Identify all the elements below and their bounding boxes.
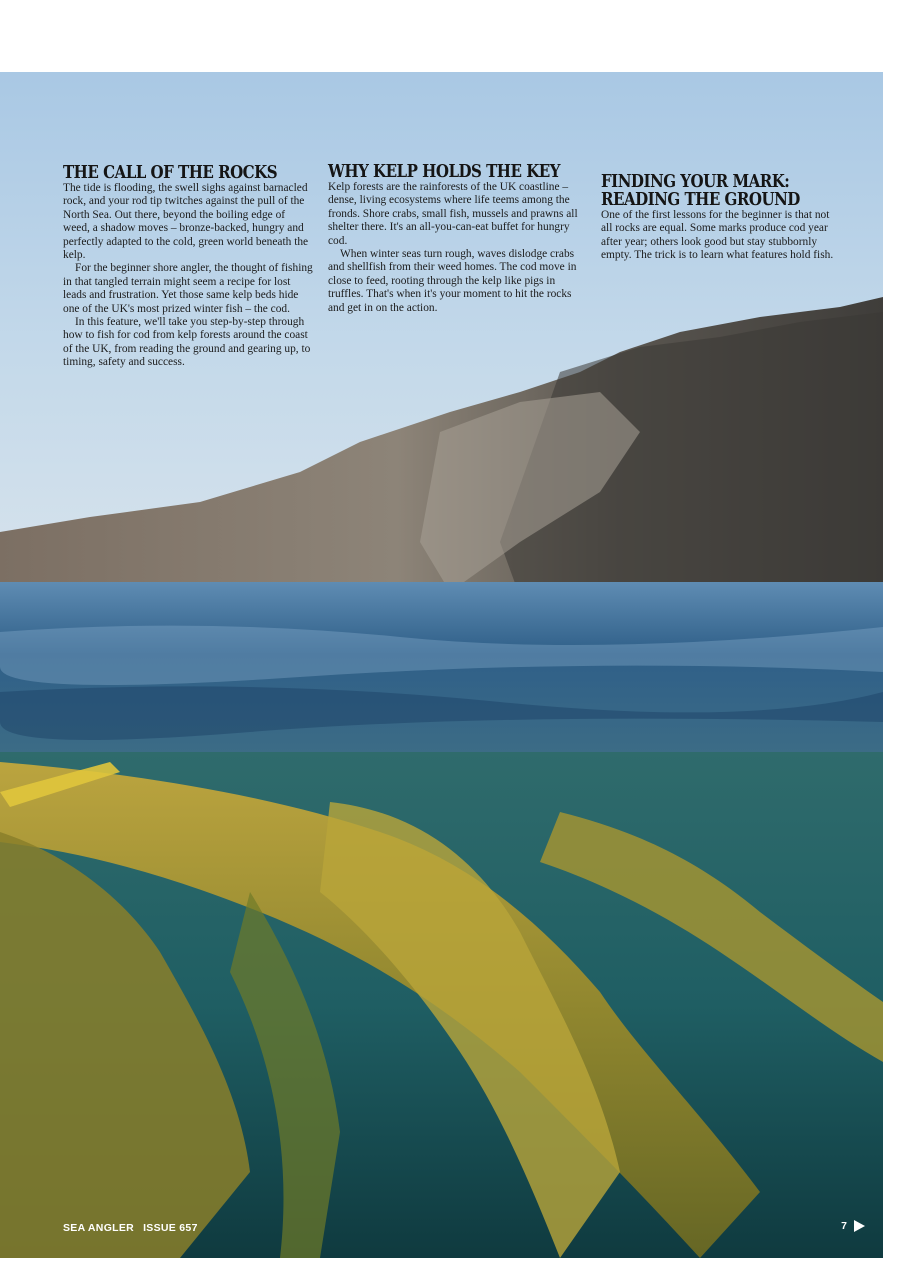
section-heading [601, 173, 836, 209]
heading-line: FINDING YOUR MARK: [601, 172, 790, 192]
article-spread [0, 72, 883, 1258]
page-number: 7 [841, 1220, 847, 1232]
issue-number: ISSUE 657 [143, 1222, 198, 1234]
column-call-of-the-rocks [63, 164, 313, 370]
section-heading: THE CALL OF THE ROCKS [63, 163, 278, 183]
body-paragraph: When winter seas turn rough, waves dislodge crabs and shellfish from their weed homes. The cod move in close to feed, rooting through the kelp like pigs in truffles. That's when it's your moment to hit the rocks and get in on the action. [328, 248, 577, 314]
section-heading: WHY KELP HOLDS THE KEY [328, 162, 560, 182]
column-why-kelp [328, 163, 578, 315]
body-paragraph: Kelp forests are the rainforests of the UK coastline – dense, living ecosystems where life teems among the fronds. Shore crabs, small fish, mussels and prawns all shelter there. It's an all-you-can-eat buffet for hungry cod. [328, 181, 578, 247]
magazine-name: SEA ANGLER [63, 1222, 135, 1234]
body-paragraph: The tide is flooding, the swell sighs against barnacled rock, and your rod tip twitches against the pull of the North Sea. Out there, beyond the boiling edge of weed, a shadow moves – bronze-backed, hungry and perfectly adapted to the cold, green world beneath the kelp. [63, 182, 309, 262]
column-finding-your-mark [601, 173, 837, 263]
body-paragraph: For the beginner shore angler, the thought of fishing in that tangled terrain might seem a recipe for lost leads and frustration. Yet those same kelp beds hide one of the UK's most prized winter fish – the cod. [63, 262, 313, 315]
play-arrow-icon [854, 1220, 865, 1232]
footer-magazine-info [63, 1222, 198, 1234]
body-paragraph: One of the first lessons for the beginner is that not all rocks are equal. Some marks produce cod year after year; others look good but stay stubbornly empty. The trick is to learn what features hold fish. [601, 209, 834, 262]
body-paragraph: In this feature, we'll take you step-by-step through how to fish for cod from kelp forests around the coast of the UK, from reading the ground and gearing up, to timing, safety and success. [63, 316, 311, 369]
page-indicator [841, 1220, 865, 1232]
heading-line: READING THE GROUND [601, 190, 800, 210]
